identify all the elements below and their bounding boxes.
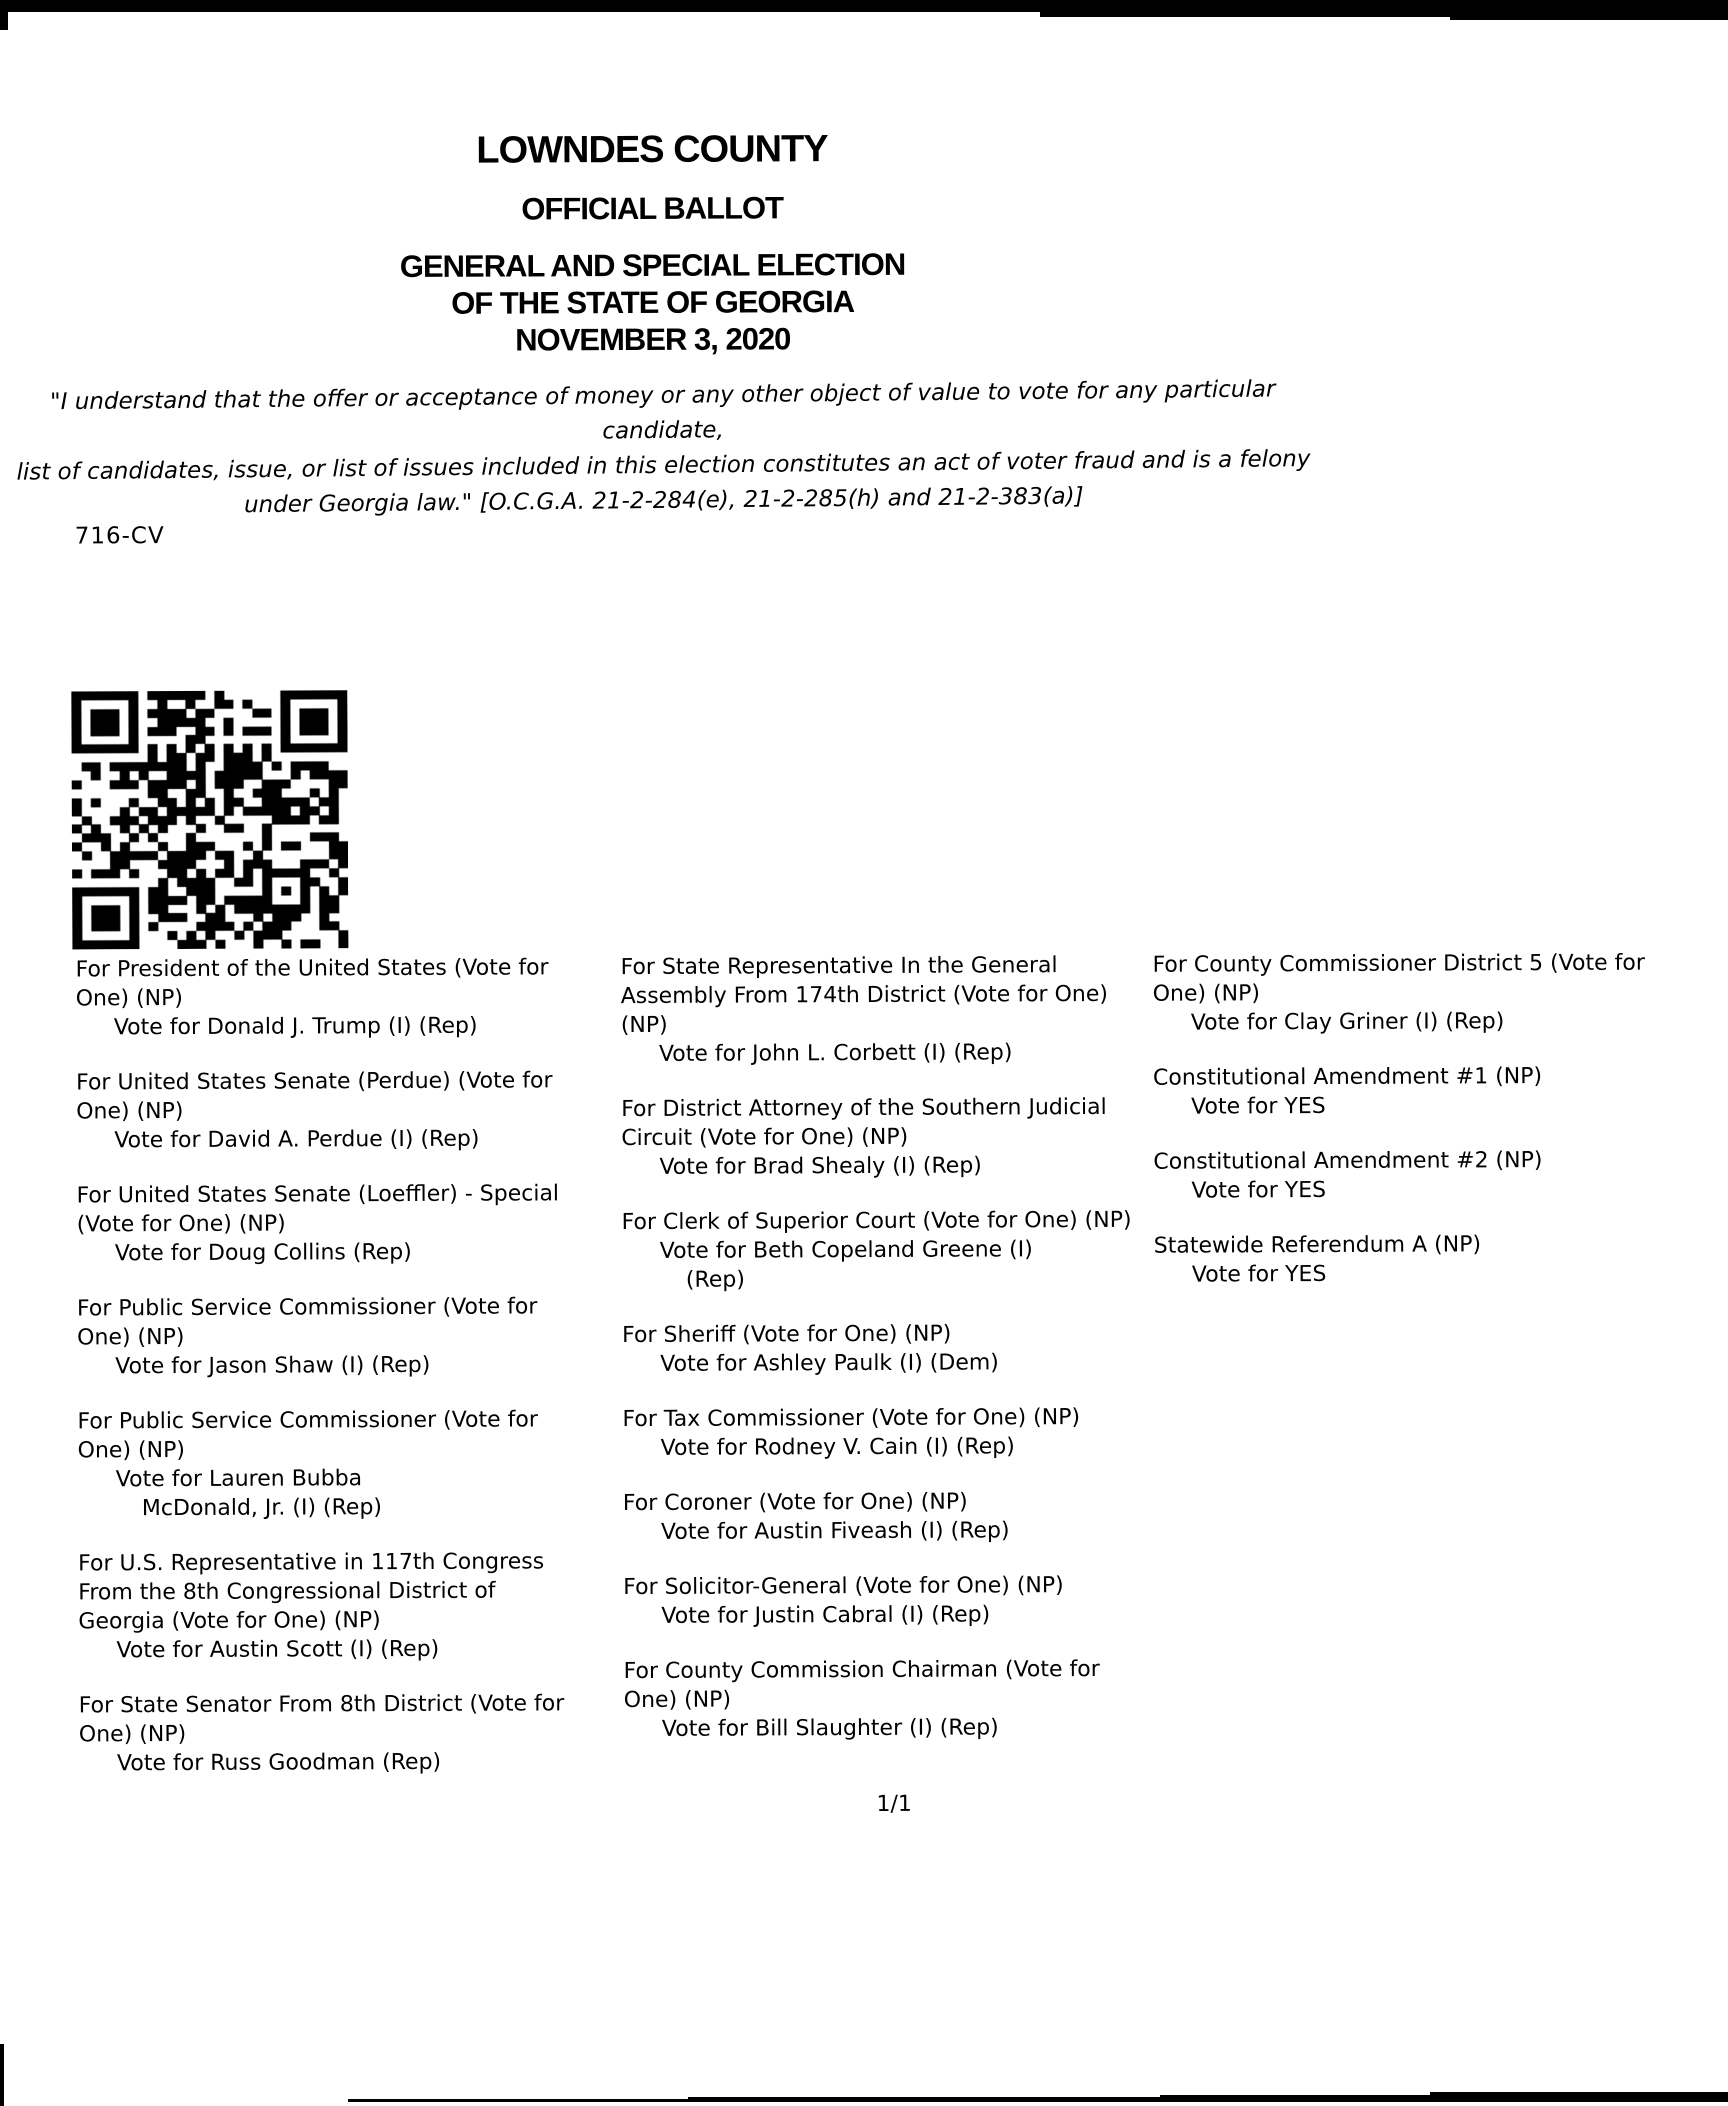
contest <box>624 1655 1136 1744</box>
contest-selection: Vote for Austin Scott (I) (Rep) <box>116 1636 440 1664</box>
contest-title: For District Attorney of the Southern Judicial Circuit (Vote for One) (NP) <box>621 1094 1107 1152</box>
contest-title: For Clerk of Superior Court (Vote for One) (NP) <box>621 1207 1132 1236</box>
contest-title: For State Representative In the General Assembly From 174th District (Vote for One) (NP) <box>620 953 1108 1039</box>
contest <box>623 1571 1135 1631</box>
contest-title: For Public Service Commissioner (Vote for One) (NP) <box>77 1407 538 1464</box>
contest-title: Constitutional Amendment #1 (NP) <box>1152 1064 1543 1091</box>
contest <box>622 1403 1134 1463</box>
voter-fraud-disclaimer: "I understand that the offer or acceptance of money or any other object of value to vote for any particular candidate, list of candidates, issue, or list of issues included in this election constitutes an act of voter fraud and is a felony under Georgia law." [O.C.G.A. 21-2-284(e), 21-2-285(h) and 21-2-383(a)] <box>16 376 1311 519</box>
official-ballot-subtitle: OFFICIAL BALLOT <box>521 190 784 227</box>
contest <box>622 1319 1134 1379</box>
qr-code-icon <box>71 690 348 949</box>
contest-selection: Vote for Rodney V. Cain (I) (Rep) <box>660 1434 1015 1461</box>
contest-title: For Public Service Commissioner (Vote for One) (NP) <box>76 1294 538 1351</box>
contest <box>623 1487 1135 1547</box>
page-number: 1/1 <box>876 1791 912 1817</box>
contest <box>79 1689 584 1778</box>
contest-selection: Vote for Ashley Paulk (I) (Dem) <box>660 1350 999 1377</box>
contest-title: For President of the United States (Vote for One) (NP) <box>75 955 549 1012</box>
contest <box>1153 1145 1668 1205</box>
contest <box>77 1292 582 1381</box>
contest <box>75 953 580 1042</box>
contest-title: For State Senator From 8th District (Vote for One) (NP) <box>78 1691 565 1748</box>
contest-selection: Vote for Brad Shealy (I) (Rep) <box>659 1153 982 1180</box>
contest-selection: Vote for YES <box>1191 1093 1326 1120</box>
contest-selection: Vote for YES <box>1191 1261 1327 1288</box>
contest-title: For Solicitor-General (Vote for One) (NP) <box>623 1573 1064 1601</box>
contest-selection: Vote for Lauren Bubba McDonald, Jr. (I) (Rep) <box>115 1466 383 1522</box>
contest-selection: Vote for YES <box>1191 1177 1327 1204</box>
ballot-style-code: 716-CV <box>74 523 165 550</box>
contest <box>77 1405 583 1523</box>
contest-title: For Sheriff (Vote for One) (NP) <box>622 1321 952 1349</box>
contest-selection: Vote for Bill Slaughter (I) (Rep) <box>661 1715 999 1742</box>
contest <box>1153 1061 1668 1121</box>
contest <box>621 1093 1133 1182</box>
contest-selection: Vote for Justin Cabral (I) (Rep) <box>661 1602 991 1629</box>
election-date: NOVEMBER 3, 2020 <box>515 321 791 358</box>
contest-title: For County Commission Chairman (Vote for One) (NP) <box>623 1656 1100 1714</box>
contest-selection: Vote for Austin Fiveash (I) (Rep) <box>660 1518 1010 1545</box>
contest <box>76 1179 581 1268</box>
ballot-column-3 <box>1152 948 1669 1315</box>
contest-selection: Vote for Jason Shaw (I) (Rep) <box>115 1352 431 1380</box>
election-title-line1: GENERAL AND SPECIAL ELECTION <box>399 246 906 285</box>
contest-selection: Vote for Donald J. Trump (I) (Rep) <box>113 1013 478 1041</box>
contest-selection: Vote for John L. Corbett (I) (Rep) <box>658 1040 1013 1067</box>
ballot-column-1 <box>75 953 584 1804</box>
contest-title: Statewide Referendum A (NP) <box>1153 1232 1482 1259</box>
contest-title: Constitutional Amendment #2 (NP) <box>1153 1148 1543 1175</box>
county-title: LOWNDES COUNTY <box>476 128 828 172</box>
contest <box>76 1066 581 1155</box>
contest-title: For U.S. Representative in 117th Congress From the 8th Congressional District of Georgia (Vote for One) (NP) <box>78 1549 545 1635</box>
contest-selection: Vote for David A. Perdue (I) (Rep) <box>114 1126 480 1154</box>
scan-artifact-left-edge <box>0 2044 4 2106</box>
contest-selection: Vote for Russ Goodman (Rep) <box>116 1749 442 1777</box>
contest-title: For Coroner (Vote for One) (NP) <box>622 1489 968 1517</box>
contest <box>1152 948 1667 1037</box>
election-title-line2: OF THE STATE OF GEORGIA <box>451 284 855 321</box>
contest <box>620 951 1133 1069</box>
contest-selection: Vote for Doug Collins (Rep) <box>114 1239 412 1267</box>
contest-selection: Vote for Clay Griner (I) (Rep) <box>1190 1009 1505 1036</box>
contest-title: For Tax Commissioner (Vote for One) (NP) <box>622 1405 1081 1433</box>
ballot-column-2 <box>620 951 1136 1770</box>
contest-title: For County Commissioner District 5 (Vote for One) (NP) <box>1152 950 1645 1007</box>
contest-title: For United States Senate (Loeffler) - Special (Vote for One) (NP) <box>76 1181 560 1238</box>
contest <box>1154 1229 1669 1289</box>
contest <box>622 1206 1134 1295</box>
contest-selection: Vote for Beth Copeland Greene (I) (Rep) <box>659 1237 1033 1293</box>
contest <box>78 1547 584 1665</box>
contest-title: For United States Senate (Perdue) (Vote for One) (NP) <box>75 1068 553 1125</box>
